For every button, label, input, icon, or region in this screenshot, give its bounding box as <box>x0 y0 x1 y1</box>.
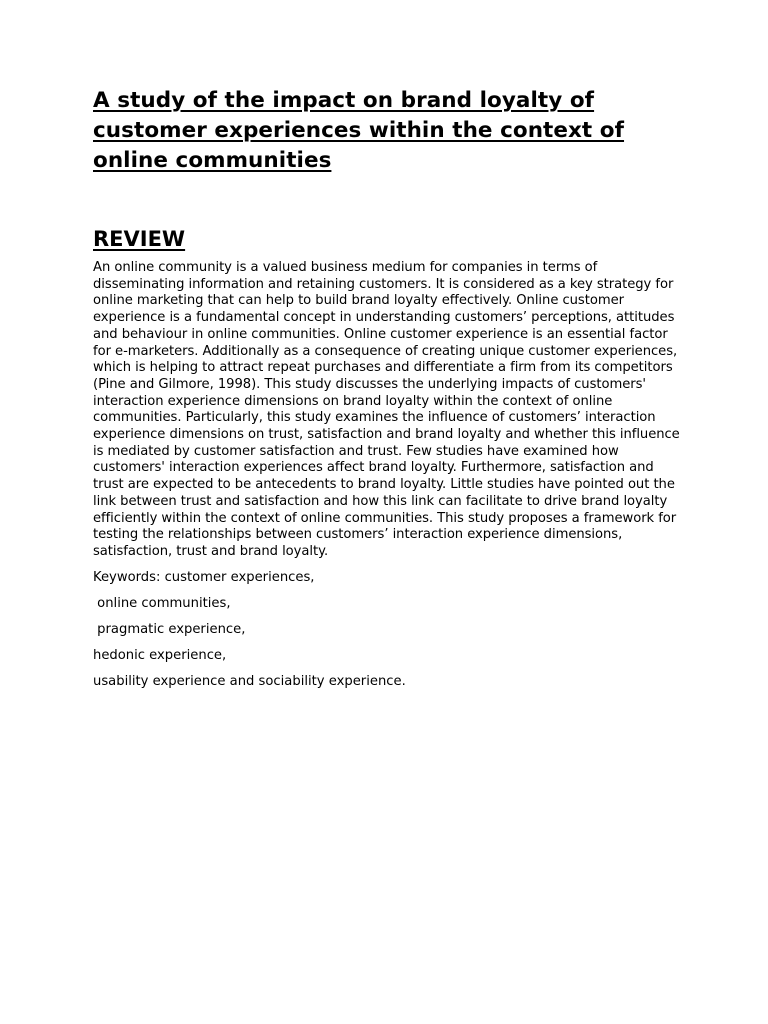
keyword-line: Keywords: customer experiences, <box>93 569 315 585</box>
section-heading-review: REVIEW <box>93 227 186 251</box>
keyword-line: pragmatic experience, <box>93 622 246 638</box>
document-title: A study of the impact on brand loyalty of customer experiences within the context of online communities <box>93 88 625 173</box>
keyword-line: usability experience and sociability experience. <box>93 674 406 690</box>
keyword-line: hedonic experience, <box>93 648 227 664</box>
keyword-line: online communities, <box>93 595 231 611</box>
keywords-list <box>93 570 683 692</box>
document-page <box>93 86 683 691</box>
abstract-paragraph: An online community is a valued business medium for companies in terms of disseminating information and retaining customers. It is considered as a key strategy for online marketing that can help to build brand loyalty effectively. Online customer experience is a fundamental concept in understanding customers’ perceptions, attitudes and behaviour in online communities. Online customer experience is an essential factor for e-marketers. Additionally as a consequence of creating unique customer experiences, which is helping to attract repeat purchases and differentiate a firm from its competitors (Pine and Gilmore, 1998). This study discusses the underlying impacts of customers' interaction experience dimensions on brand loyalty within the context of online communities. Particularly, this study examines the influence of customers’ interaction experience dimensions on trust, satisfaction and brand loyalty and whether this influence is mediated by customer satisfaction and trust. Few studies have examined how customers' interaction experiences affect brand loyalty. Furthermore, satisfaction and trust are expected to be antecedents to brand loyalty. Little studies have pointed out the link between trust and satisfaction and how this link can facilitate to drive brand loyalty efficiently within the context of online communities. This study proposes a framework for testing the relationships between customers’ interaction experience dimensions, satisfaction, trust and brand loyalty. <box>93 260 680 559</box>
